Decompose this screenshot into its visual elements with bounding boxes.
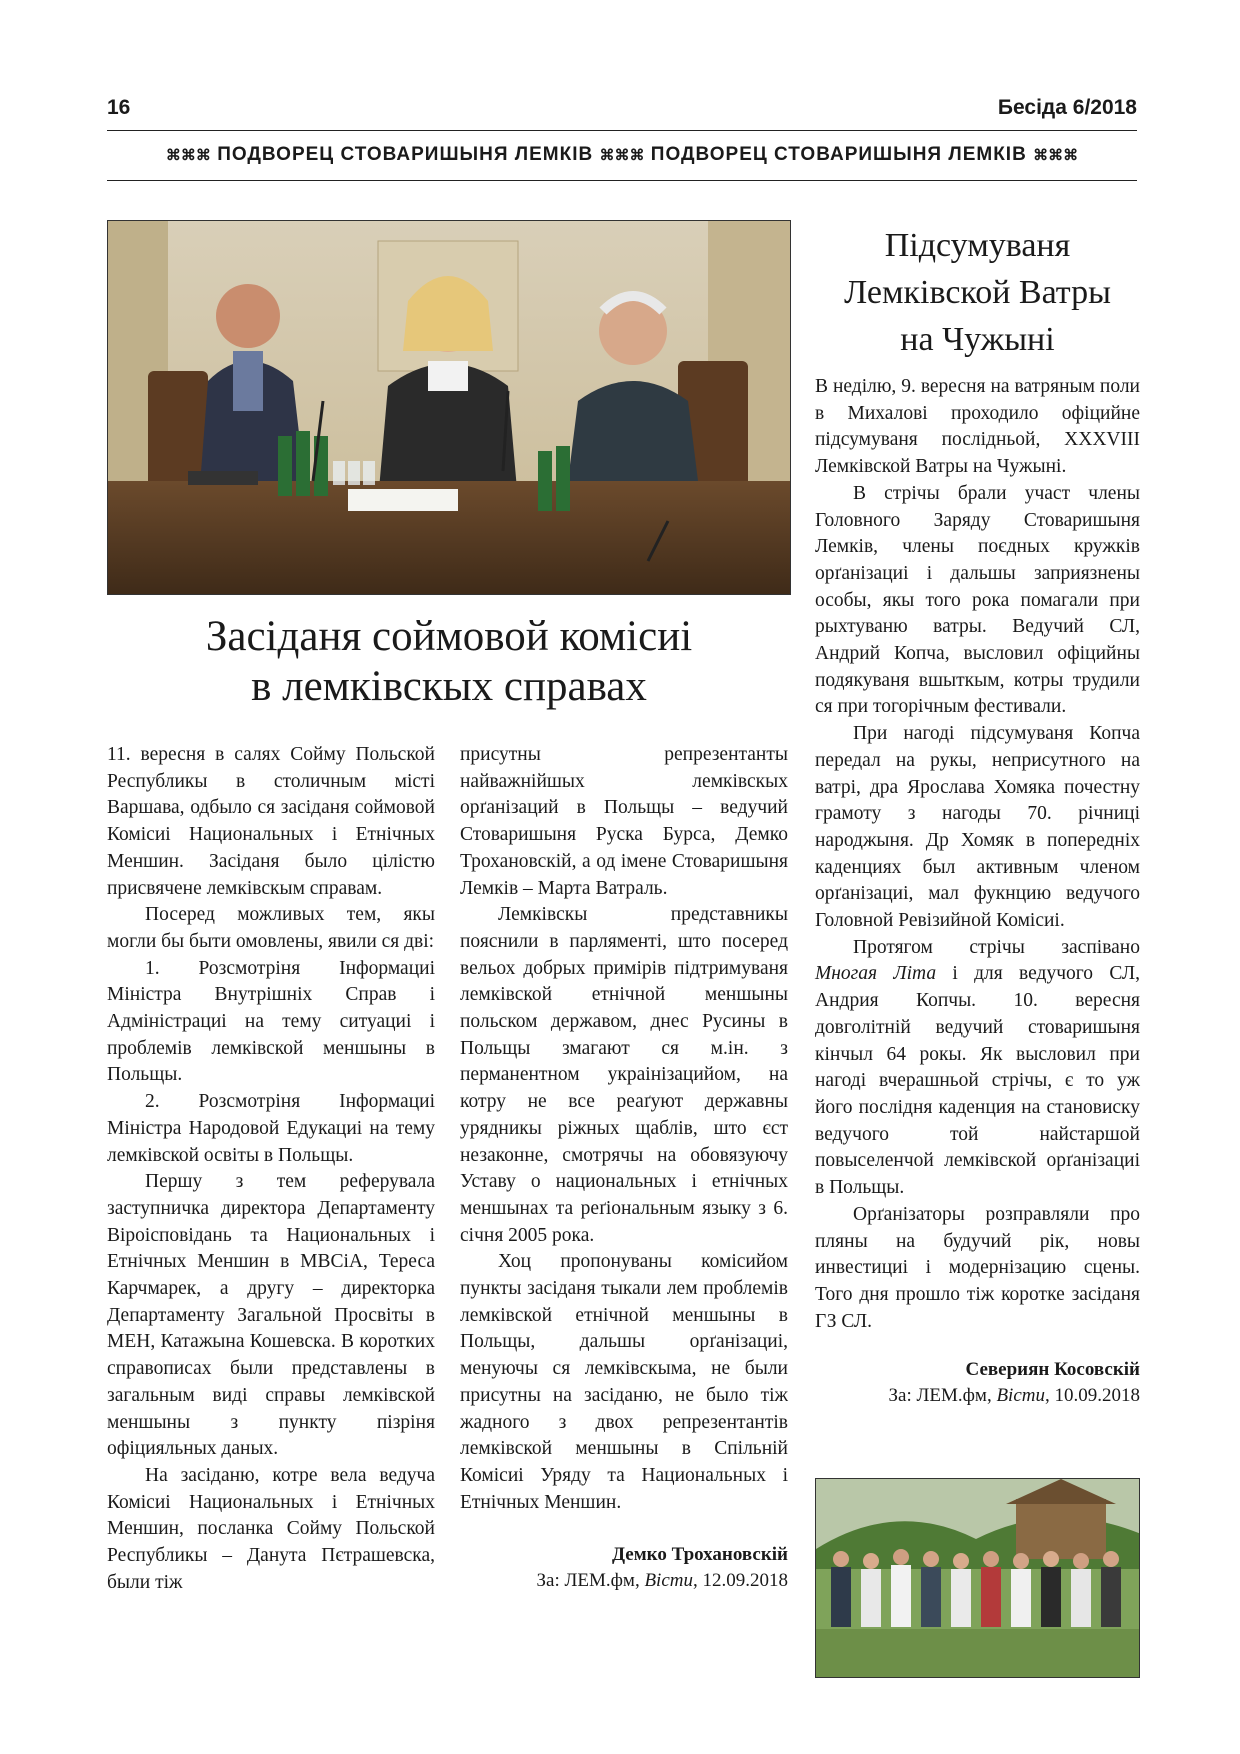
source-prefix: За: ЛЕМ.фм, bbox=[888, 1385, 997, 1407]
side-article-title bbox=[815, 222, 1140, 363]
side-title-line: Лемківской Ватры bbox=[844, 274, 1111, 311]
paragraph: присутны репрезентанты найважнійшых лемківскых орґанізаций в Польщы – ведучий Стоваришыня Руска Бурса, Демко Трохановскій, а од імене Стоваришыня Лемків – Марта Ватраль. bbox=[460, 744, 788, 899]
paragraph: Посеред можливых тем, якы могли бы быти омовлены, явили ся дві: bbox=[107, 904, 435, 952]
banner-text: ПОДВОРЕЦ СТОВАРИШЫНЯ ЛЕМКІВ bbox=[650, 144, 1027, 165]
source-line bbox=[815, 1383, 1140, 1409]
list-item: 2. Розсмотріня Інформациі Міністра Народовой Едукациі на тему лемківской освіты в Польщы. bbox=[107, 1091, 435, 1166]
article-title-line: Засіданя соймовой комісиі bbox=[205, 613, 693, 660]
author-name: Демко Трохановскій bbox=[612, 1544, 788, 1566]
article2-column bbox=[815, 374, 1140, 1409]
paragraph: Першу з тем реферувала заступничка директора Департаменту Віроісповідань та Национальных і Етнічных Меншин в МВСіА, Тереса Карчмарек, а другу – директорка Департаменту Загальной Просвіты в МЕН, Катажына Кошевска. В коротких справописах были представлены в загальным виді справы лемківской меншыны з пункту пізріня офіцияльных даных. bbox=[107, 1171, 435, 1460]
source-line bbox=[460, 1568, 788, 1594]
source-publication: Вісти bbox=[996, 1385, 1045, 1407]
text-run: і для ведучого СЛ, Андрия Копчы. 10. вересня довголітній ведучий стоваришыня кінчыл 64 рокы. Як высловил при нагоді вчерашньой стрічы, є то уж його послідня каденция на становиску ведучого той найстаршой повыселенчой лемківской орґанізациі в Польщы. bbox=[815, 963, 1140, 1199]
section-banner bbox=[107, 144, 1137, 174]
author-name: Севериян Косовскій bbox=[965, 1359, 1140, 1381]
article1-column-1 bbox=[107, 742, 435, 1597]
article2-signature bbox=[815, 1357, 1140, 1409]
article-title bbox=[107, 612, 791, 712]
paragraph bbox=[815, 935, 1140, 1202]
source-date: , 12.09.2018 bbox=[693, 1570, 788, 1592]
paragraph: 11. вересня в салях Сойму Польской Республикы в столичным місті Варшава, одбыло ся засіданя соймовой Комісиі Национальных і Етнічных Меншин. Засіданя было цілістю присвячене лемківскым справам. bbox=[107, 744, 435, 899]
list-item: 1. Розсмотріня Інформациі Міністра Внутрішніх Справ і Адміністрациі на тему ситуациі і проблемів лемківской меншыны в Польщы. bbox=[107, 957, 435, 1086]
paragraph: На засіданю, котре вела ведуча Комісиі Национальных і Етнічных Меншин, посланка Сойму Польской Республикы – Данута Пєтрашевска, были тіж bbox=[107, 1464, 435, 1593]
ornament-icon: ⌘⌘⌘ bbox=[1033, 147, 1079, 164]
source-publication: Вісти bbox=[644, 1570, 693, 1592]
ornament-icon: ⌘⌘⌘ bbox=[599, 147, 645, 164]
paragraph: В стрічы брали участ члены Головного Заряду Стоваришыня Лемків, члены поєдных кружків орґанізациі і дальшы заприязнены особы, якы того рока помагали при рыхтуваню ватры. Ведучий СЛ, Андрий Копча, высловил офіцийны подякуваня вшыткым, котры трудили ся при тогорічным фестивали. bbox=[815, 482, 1140, 718]
side-title-line: Підсумуваня bbox=[884, 227, 1071, 264]
article1-column-2 bbox=[460, 742, 788, 1594]
header-rule bbox=[107, 130, 1137, 131]
paragraph: Орґанізаторы розправляли про пляны на будучий рік, новы инвестициі і модернізацию сцены. Того дня прошло тіж коротке засіданя ГЗ СЛ. bbox=[815, 1203, 1140, 1332]
side-title-line: на Чужыні bbox=[900, 321, 1055, 358]
paragraph: При нагоді підсумуваня Копча передал на рукы, неприсутного на ватрі, дра Ярослава Хомяка почестну грамоту з нагоды 70. річниці народжыня. Др Хомяк в попередніх каденциях был активным членом орґанізациі, мал фукнцию ведучого Головной Ревізийной Комісиі. bbox=[815, 723, 1140, 932]
ornament-icon: ⌘⌘⌘ bbox=[165, 147, 211, 164]
text-run: Протягом стрічы заспівано bbox=[853, 936, 1140, 958]
source-date: , 10.09.2018 bbox=[1045, 1385, 1140, 1407]
paragraph: В неділю, 9. вересня на ватряным поли в Михалові проходило офіцийне підсумуваня послідньой, XXXVIII Лемківской Ватры на Чужыні. bbox=[815, 376, 1140, 478]
meeting-photo bbox=[107, 220, 791, 595]
page-header bbox=[107, 96, 1137, 122]
song-title: Многая Літа bbox=[815, 963, 937, 985]
paragraph: Хоц пропонуваны комісийом пункты засіданя тыкали лем проблемів лемківской етнічной меншыны в Польщы, дальшы орґанізациі, менуючы ся лемківскыма, не были присутны на засіданю, не было тіж жадного з двох репрезентантів лемківской меншыны в Спільній Комісиі Уряду та Национальных і Етнічных Меншин. bbox=[460, 1251, 788, 1513]
source-prefix: За: ЛЕМ.фм, bbox=[536, 1570, 645, 1592]
page-number: 16 bbox=[107, 96, 131, 119]
article-title-line: в лемківскых справах bbox=[251, 663, 647, 710]
issue-label: Бесіда 6/2018 bbox=[997, 96, 1137, 119]
banner-rule bbox=[107, 180, 1137, 181]
group-photo bbox=[815, 1478, 1140, 1678]
article1-signature bbox=[460, 1542, 788, 1594]
paragraph: Лемківскы представникы пояснили в парляменті, што посеред вельох добрых примірів підтримуваня лемківской етнічной меншыны польском державом, днес Русины в Польщы змагают ся м.ін. з перманентном украінізацийом, на котру не все реаґуют державны урядникы ріжных щаблів, што єст незаконне, смотрячы на обовязуючу Уставу о национальных і етнічных меншынах та реґіональным языку з 6. січня 2005 рока. bbox=[460, 904, 788, 1246]
banner-text: ПОДВОРЕЦ СТОВАРИШЫНЯ ЛЕМКІВ bbox=[217, 144, 594, 165]
